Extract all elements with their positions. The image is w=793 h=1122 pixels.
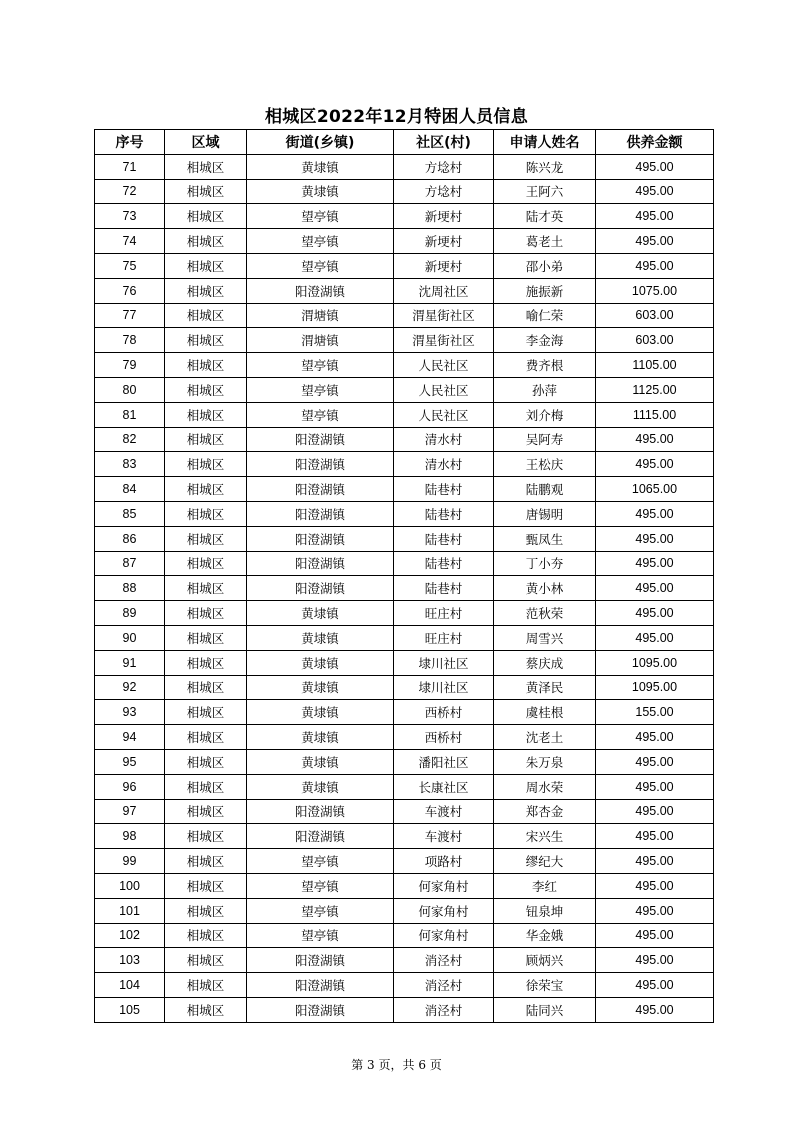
cell-region: 相城区 <box>165 749 247 774</box>
table-row <box>95 377 714 402</box>
cell-region: 相城区 <box>165 576 247 601</box>
header-community: 社区(村) <box>394 130 494 155</box>
cell-community: 清水村 <box>394 452 494 477</box>
cell-region: 相城区 <box>165 204 247 229</box>
cell-support-amount: 495.00 <box>596 849 714 874</box>
cell-support-amount: 495.00 <box>596 154 714 179</box>
header-applicant-name: 申请人姓名 <box>494 130 596 155</box>
table-row <box>95 973 714 998</box>
cell-region: 相城区 <box>165 973 247 998</box>
cell-subdistrict: 黄埭镇 <box>247 675 394 700</box>
cell-region: 相城区 <box>165 377 247 402</box>
cell-community: 人民社区 <box>394 377 494 402</box>
cell-applicant-name: 邵小弟 <box>494 253 596 278</box>
cell-applicant-name: 陈兴龙 <box>494 154 596 179</box>
cell-index: 101 <box>95 898 165 923</box>
cell-subdistrict: 阳澄湖镇 <box>247 526 394 551</box>
cell-index: 103 <box>95 948 165 973</box>
cell-index: 77 <box>95 303 165 328</box>
table-row <box>95 725 714 750</box>
cell-applicant-name: 王阿六 <box>494 179 596 204</box>
cell-region: 相城区 <box>165 501 247 526</box>
cell-region: 相城区 <box>165 452 247 477</box>
cell-subdistrict: 望亭镇 <box>247 204 394 229</box>
cell-index: 80 <box>95 377 165 402</box>
cell-community: 新埂村 <box>394 204 494 229</box>
cell-subdistrict: 阳澄湖镇 <box>247 278 394 303</box>
cell-region: 相城区 <box>165 997 247 1022</box>
cell-region: 相城区 <box>165 353 247 378</box>
table-row <box>95 303 714 328</box>
cell-applicant-name: 陆才英 <box>494 204 596 229</box>
table-row <box>95 576 714 601</box>
cell-applicant-name: 费齐根 <box>494 353 596 378</box>
cell-subdistrict: 阳澄湖镇 <box>247 973 394 998</box>
cell-community: 陆巷村 <box>394 576 494 601</box>
cell-subdistrict: 黄埭镇 <box>247 601 394 626</box>
table-row <box>95 625 714 650</box>
cell-community: 新埂村 <box>394 253 494 278</box>
table-row <box>95 799 714 824</box>
cell-applicant-name: 甄凤生 <box>494 526 596 551</box>
cell-subdistrict: 望亭镇 <box>247 923 394 948</box>
cell-region: 相城区 <box>165 229 247 254</box>
cell-region: 相城区 <box>165 625 247 650</box>
cell-index: 74 <box>95 229 165 254</box>
cell-subdistrict: 望亭镇 <box>247 898 394 923</box>
cell-index: 88 <box>95 576 165 601</box>
cell-community: 何家角村 <box>394 898 494 923</box>
cell-community: 方埝村 <box>394 154 494 179</box>
cell-subdistrict: 黄埭镇 <box>247 749 394 774</box>
cell-applicant-name: 葛老土 <box>494 229 596 254</box>
table-row <box>95 997 714 1022</box>
cell-community: 沈周社区 <box>394 278 494 303</box>
table-row <box>95 700 714 725</box>
cell-applicant-name: 华金娥 <box>494 923 596 948</box>
cell-community: 消泾村 <box>394 973 494 998</box>
cell-region: 相城区 <box>165 477 247 502</box>
cell-subdistrict: 望亭镇 <box>247 873 394 898</box>
cell-subdistrict: 望亭镇 <box>247 229 394 254</box>
cell-applicant-name: 王松庆 <box>494 452 596 477</box>
table-row <box>95 229 714 254</box>
cell-community: 陆巷村 <box>394 551 494 576</box>
cell-support-amount: 495.00 <box>596 601 714 626</box>
cell-region: 相城区 <box>165 725 247 750</box>
cell-index: 87 <box>95 551 165 576</box>
cell-region: 相城区 <box>165 154 247 179</box>
cell-region: 相城区 <box>165 402 247 427</box>
cell-index: 96 <box>95 774 165 799</box>
cell-index: 83 <box>95 452 165 477</box>
cell-region: 相城区 <box>165 774 247 799</box>
cell-community: 陆巷村 <box>394 477 494 502</box>
cell-support-amount: 495.00 <box>596 973 714 998</box>
table-row <box>95 824 714 849</box>
cell-region: 相城区 <box>165 824 247 849</box>
cell-region: 相城区 <box>165 179 247 204</box>
cell-subdistrict: 黄埭镇 <box>247 700 394 725</box>
cell-index: 81 <box>95 402 165 427</box>
cell-subdistrict: 黄埭镇 <box>247 725 394 750</box>
table-row <box>95 477 714 502</box>
cell-index: 78 <box>95 328 165 353</box>
cell-applicant-name: 唐锡明 <box>494 501 596 526</box>
cell-region: 相城区 <box>165 427 247 452</box>
cell-support-amount: 495.00 <box>596 551 714 576</box>
cell-community: 埭川社区 <box>394 650 494 675</box>
cell-subdistrict: 望亭镇 <box>247 402 394 427</box>
cell-support-amount: 495.00 <box>596 824 714 849</box>
cell-applicant-name: 陆同兴 <box>494 997 596 1022</box>
cell-support-amount: 1095.00 <box>596 650 714 675</box>
cell-index: 75 <box>95 253 165 278</box>
cell-subdistrict: 阳澄湖镇 <box>247 452 394 477</box>
cell-support-amount: 1125.00 <box>596 377 714 402</box>
cell-support-amount: 495.00 <box>596 725 714 750</box>
cell-region: 相城区 <box>165 303 247 328</box>
table-row <box>95 551 714 576</box>
cell-subdistrict: 阳澄湖镇 <box>247 501 394 526</box>
cell-support-amount: 1075.00 <box>596 278 714 303</box>
cell-applicant-name: 陆鹏观 <box>494 477 596 502</box>
cell-region: 相城区 <box>165 700 247 725</box>
header-subdistrict: 街道(乡镇) <box>247 130 394 155</box>
cell-subdistrict: 阳澄湖镇 <box>247 997 394 1022</box>
cell-subdistrict: 黄埭镇 <box>247 650 394 675</box>
cell-community: 车渡村 <box>394 799 494 824</box>
table-row <box>95 873 714 898</box>
cell-index: 72 <box>95 179 165 204</box>
cell-index: 76 <box>95 278 165 303</box>
cell-applicant-name: 喻仁荣 <box>494 303 596 328</box>
table-row <box>95 154 714 179</box>
cell-community: 渭星街社区 <box>394 328 494 353</box>
cell-support-amount: 495.00 <box>596 799 714 824</box>
table-row <box>95 601 714 626</box>
cell-region: 相城区 <box>165 650 247 675</box>
table-row <box>95 328 714 353</box>
cell-support-amount: 1115.00 <box>596 402 714 427</box>
table-row <box>95 427 714 452</box>
cell-community: 西桥村 <box>394 725 494 750</box>
cell-index: 94 <box>95 725 165 750</box>
cell-applicant-name: 孙萍 <box>494 377 596 402</box>
cell-index: 98 <box>95 824 165 849</box>
cell-region: 相城区 <box>165 923 247 948</box>
cell-index: 93 <box>95 700 165 725</box>
cell-applicant-name: 黄小林 <box>494 576 596 601</box>
cell-community: 消泾村 <box>394 948 494 973</box>
cell-subdistrict: 阳澄湖镇 <box>247 427 394 452</box>
cell-support-amount: 495.00 <box>596 253 714 278</box>
table-row <box>95 402 714 427</box>
cell-region: 相城区 <box>165 799 247 824</box>
cell-community: 旺庄村 <box>394 601 494 626</box>
table-row <box>95 204 714 229</box>
cell-region: 相城区 <box>165 898 247 923</box>
cell-index: 104 <box>95 973 165 998</box>
cell-support-amount: 495.00 <box>596 873 714 898</box>
cell-community: 人民社区 <box>394 402 494 427</box>
cell-applicant-name: 顾炳兴 <box>494 948 596 973</box>
cell-applicant-name: 徐荣宝 <box>494 973 596 998</box>
cell-subdistrict: 望亭镇 <box>247 253 394 278</box>
cell-applicant-name: 缪纪大 <box>494 849 596 874</box>
cell-applicant-name: 黄泽民 <box>494 675 596 700</box>
cell-applicant-name: 蔡庆成 <box>494 650 596 675</box>
table-row <box>95 179 714 204</box>
cell-index: 102 <box>95 923 165 948</box>
table-row <box>95 749 714 774</box>
cell-support-amount: 155.00 <box>596 700 714 725</box>
cell-subdistrict: 阳澄湖镇 <box>247 576 394 601</box>
cell-community: 渭星街社区 <box>394 303 494 328</box>
cell-subdistrict: 阳澄湖镇 <box>247 551 394 576</box>
cell-support-amount: 495.00 <box>596 997 714 1022</box>
cell-subdistrict: 望亭镇 <box>247 353 394 378</box>
cell-support-amount: 495.00 <box>596 576 714 601</box>
cell-community: 陆巷村 <box>394 501 494 526</box>
cell-support-amount: 495.00 <box>596 501 714 526</box>
cell-support-amount: 495.00 <box>596 229 714 254</box>
cell-index: 97 <box>95 799 165 824</box>
table-row <box>95 526 714 551</box>
cell-community: 清水村 <box>394 427 494 452</box>
document-title: 相城区2022年12月特困人员信息 <box>264 107 529 127</box>
cell-community: 何家角村 <box>394 923 494 948</box>
cell-support-amount: 495.00 <box>596 625 714 650</box>
header-support-amount: 供养金额 <box>596 130 714 155</box>
table-body <box>95 154 714 1022</box>
cell-support-amount: 1105.00 <box>596 353 714 378</box>
table-row <box>95 923 714 948</box>
cell-community: 何家角村 <box>394 873 494 898</box>
table-row <box>95 253 714 278</box>
cell-index: 92 <box>95 675 165 700</box>
cell-applicant-name: 虞桂根 <box>494 700 596 725</box>
table-header-row <box>95 130 714 155</box>
cell-applicant-name: 钮泉坤 <box>494 898 596 923</box>
table-row <box>95 948 714 973</box>
cell-index: 86 <box>95 526 165 551</box>
cell-region: 相城区 <box>165 849 247 874</box>
cell-region: 相城区 <box>165 278 247 303</box>
cell-index: 89 <box>95 601 165 626</box>
cell-support-amount: 495.00 <box>596 923 714 948</box>
personnel-table <box>94 129 714 1023</box>
cell-region: 相城区 <box>165 675 247 700</box>
cell-subdistrict: 阳澄湖镇 <box>247 799 394 824</box>
cell-support-amount: 495.00 <box>596 898 714 923</box>
cell-subdistrict: 望亭镇 <box>247 849 394 874</box>
cell-community: 陆巷村 <box>394 526 494 551</box>
cell-index: 85 <box>95 501 165 526</box>
table-row <box>95 278 714 303</box>
cell-support-amount: 495.00 <box>596 526 714 551</box>
cell-subdistrict: 渭塘镇 <box>247 303 394 328</box>
cell-applicant-name: 沈老土 <box>494 725 596 750</box>
cell-applicant-name: 丁小夯 <box>494 551 596 576</box>
cell-community: 长康社区 <box>394 774 494 799</box>
cell-community: 人民社区 <box>394 353 494 378</box>
cell-region: 相城区 <box>165 328 247 353</box>
cell-community: 新埂村 <box>394 229 494 254</box>
cell-support-amount: 1065.00 <box>596 477 714 502</box>
table-row <box>95 849 714 874</box>
cell-support-amount: 495.00 <box>596 948 714 973</box>
cell-applicant-name: 周水荣 <box>494 774 596 799</box>
cell-community: 方埝村 <box>394 179 494 204</box>
cell-applicant-name: 郑杏金 <box>494 799 596 824</box>
cell-region: 相城区 <box>165 253 247 278</box>
cell-subdistrict: 阳澄湖镇 <box>247 948 394 973</box>
cell-index: 100 <box>95 873 165 898</box>
cell-community: 消泾村 <box>394 997 494 1022</box>
table-row <box>95 353 714 378</box>
cell-subdistrict: 阳澄湖镇 <box>247 477 394 502</box>
cell-region: 相城区 <box>165 601 247 626</box>
header-region: 区域 <box>165 130 247 155</box>
table-row <box>95 675 714 700</box>
cell-index: 105 <box>95 997 165 1022</box>
cell-community: 埭川社区 <box>394 675 494 700</box>
table-row <box>95 452 714 477</box>
cell-support-amount: 1095.00 <box>596 675 714 700</box>
table-row <box>95 501 714 526</box>
cell-index: 99 <box>95 849 165 874</box>
cell-applicant-name: 吴阿寿 <box>494 427 596 452</box>
cell-region: 相城区 <box>165 873 247 898</box>
cell-support-amount: 603.00 <box>596 328 714 353</box>
cell-subdistrict: 黄埭镇 <box>247 154 394 179</box>
cell-support-amount: 495.00 <box>596 774 714 799</box>
cell-index: 82 <box>95 427 165 452</box>
table-row <box>95 898 714 923</box>
header-index: 序号 <box>95 130 165 155</box>
cell-applicant-name: 宋兴生 <box>494 824 596 849</box>
cell-community: 旺庄村 <box>394 625 494 650</box>
cell-applicant-name: 李红 <box>494 873 596 898</box>
cell-applicant-name: 刘介梅 <box>494 402 596 427</box>
cell-applicant-name: 李金海 <box>494 328 596 353</box>
cell-support-amount: 495.00 <box>596 749 714 774</box>
cell-community: 西桥村 <box>394 700 494 725</box>
cell-index: 84 <box>95 477 165 502</box>
cell-subdistrict: 望亭镇 <box>247 377 394 402</box>
cell-community: 车渡村 <box>394 824 494 849</box>
cell-subdistrict: 黄埭镇 <box>247 179 394 204</box>
cell-applicant-name: 范秋荣 <box>494 601 596 626</box>
cell-subdistrict: 阳澄湖镇 <box>247 824 394 849</box>
cell-community: 潘阳社区 <box>394 749 494 774</box>
cell-support-amount: 495.00 <box>596 427 714 452</box>
cell-community: 项路村 <box>394 849 494 874</box>
cell-applicant-name: 施振新 <box>494 278 596 303</box>
cell-index: 71 <box>95 154 165 179</box>
table-row <box>95 650 714 675</box>
cell-index: 90 <box>95 625 165 650</box>
cell-index: 91 <box>95 650 165 675</box>
cell-applicant-name: 朱万泉 <box>494 749 596 774</box>
cell-index: 73 <box>95 204 165 229</box>
cell-support-amount: 495.00 <box>596 452 714 477</box>
cell-support-amount: 603.00 <box>596 303 714 328</box>
cell-subdistrict: 黄埭镇 <box>247 625 394 650</box>
cell-support-amount: 495.00 <box>596 204 714 229</box>
cell-subdistrict: 渭塘镇 <box>247 328 394 353</box>
cell-index: 95 <box>95 749 165 774</box>
table-row <box>95 774 714 799</box>
page-footer: 第 3 页，共 6 页 <box>351 1058 442 1072</box>
cell-region: 相城区 <box>165 948 247 973</box>
cell-region: 相城区 <box>165 526 247 551</box>
cell-applicant-name: 周雪兴 <box>494 625 596 650</box>
cell-region: 相城区 <box>165 551 247 576</box>
cell-support-amount: 495.00 <box>596 179 714 204</box>
cell-index: 79 <box>95 353 165 378</box>
cell-subdistrict: 黄埭镇 <box>247 774 394 799</box>
